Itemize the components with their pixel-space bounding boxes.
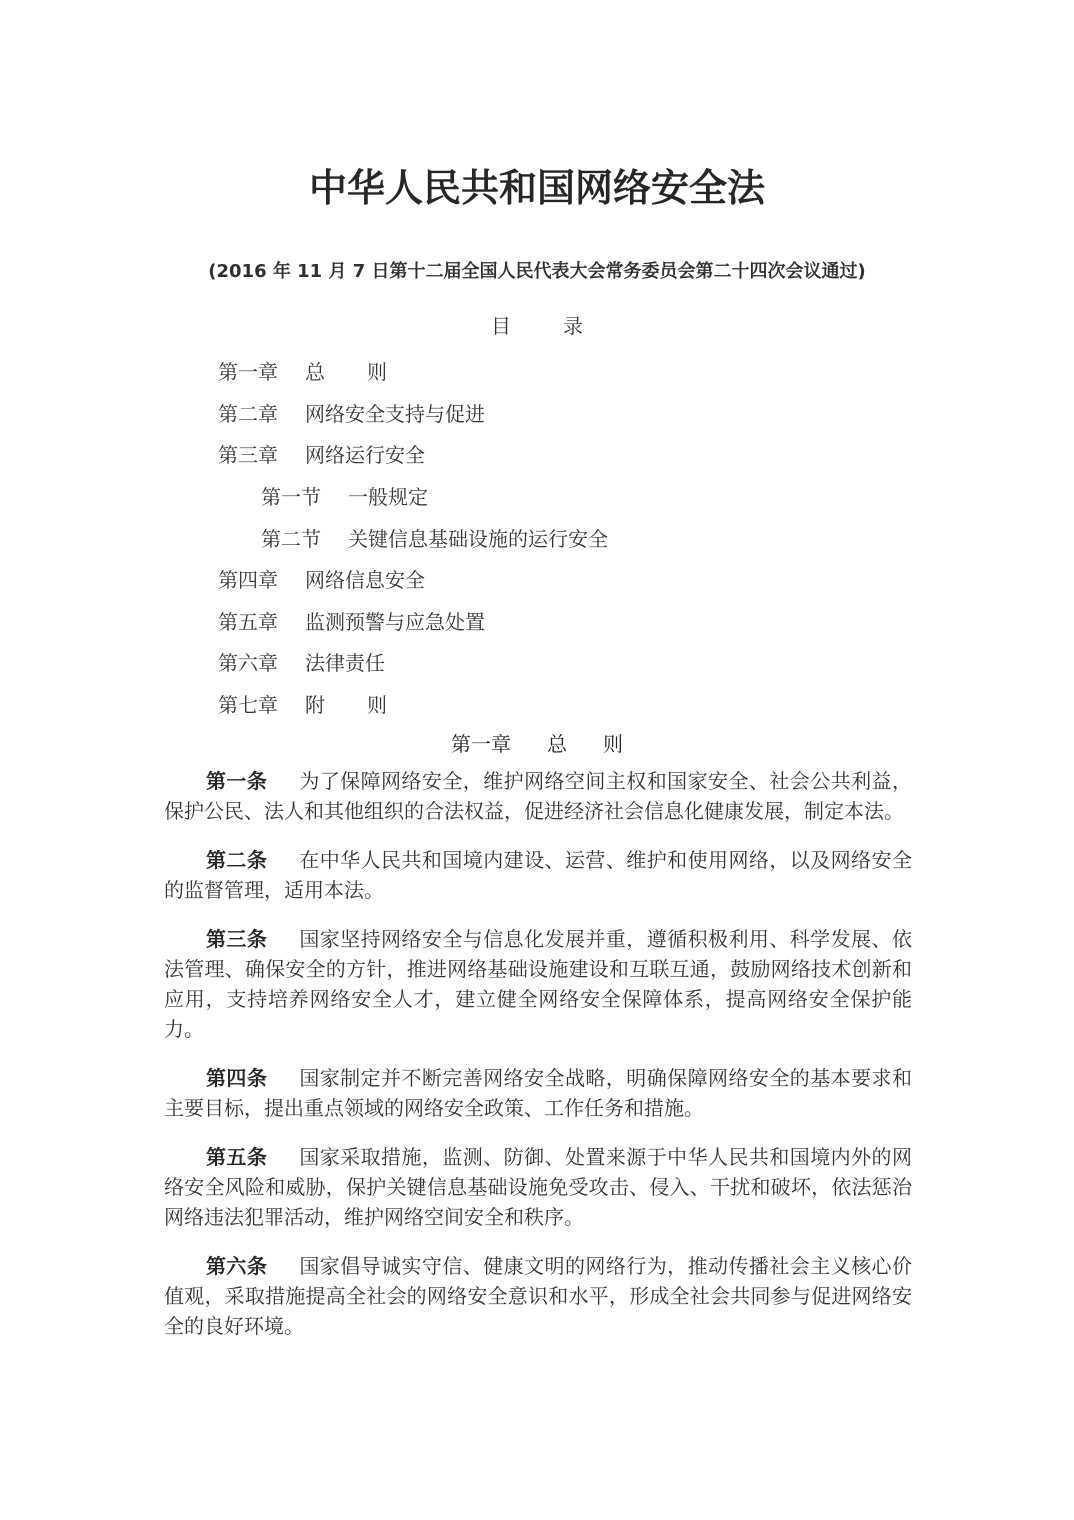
toc-item-number: 第二章: [218, 401, 278, 426]
article-text: 国家采取措施，监测、防御、处置来源于中华人民共和国境内外的网络安全风险和威胁，保护关键信息基础设施免受攻击、侵入、干扰和破坏，依法惩治网络违法犯罪活动，维护网络空间安全和秩序。: [164, 1145, 912, 1229]
article-text: 在中华人民共和国境内建设、运营、维护和使用网络，以及网络安全的监督管理，适用本法。: [164, 848, 912, 902]
article-number: 第一条: [206, 769, 268, 793]
toc-item-number: 第四章: [218, 568, 278, 593]
article: [164, 924, 912, 1044]
toc-item-name: 总则: [305, 360, 429, 385]
toc-item-name: 网络安全支持与促进: [305, 401, 485, 426]
toc-item: [218, 683, 918, 725]
toc-item-name: 监测预警与应急处置: [305, 609, 485, 634]
document-title: 中华人民共和国网络安全法: [308, 166, 765, 210]
toc-item-section: [218, 475, 918, 517]
article: [164, 1063, 912, 1123]
document-subtitle: (2016 年 11 月 7 日第十二届全国人民代表大会常务委员会第二十四次会议通过): [208, 261, 866, 282]
article-text: 为了保障网络安全，维护网络空间主权和国家安全、社会公共利益，保护公民、法人和其他组织的合法权益，促进经济社会信息化健康发展，制定本法。: [164, 769, 912, 823]
toc-heading-left: 目: [491, 314, 511, 338]
article-number: 第四条: [206, 1066, 268, 1090]
toc-item-name: 附则: [305, 693, 429, 718]
toc-item-number: 第一章: [218, 360, 278, 385]
toc-item-name: 一般规定: [348, 485, 428, 510]
toc-item-number: 第六章: [218, 651, 278, 676]
article-text: 国家制定并不断完善网络安全战略，明确保障网络安全的基本要求和主要目标，提出重点领域的网络安全政策、工作任务和措施。: [164, 1066, 912, 1120]
toc-item: [218, 392, 918, 434]
article: [164, 845, 912, 905]
article-number: 第三条: [206, 927, 268, 951]
toc-item-number: 第一节: [261, 485, 321, 510]
toc-item: [218, 433, 918, 475]
toc-item-number: 第五章: [218, 609, 278, 634]
toc-item-number: 第三章: [218, 443, 278, 468]
chapter-name: 总则: [547, 732, 659, 756]
chapter-number: 第一章: [451, 732, 511, 756]
toc-item-number: 第二节: [261, 526, 321, 551]
article: [164, 1251, 912, 1341]
article: [164, 1142, 912, 1232]
table-of-contents: [218, 350, 918, 724]
toc-item-name: 法律责任: [305, 651, 385, 676]
toc-item-number: 第七章: [218, 693, 278, 718]
article-text: 国家坚持网络安全与信息化发展并重，遵循积极利用、科学发展、依法管理、确保安全的方针，推进网络基础设施建设和互联互通，鼓励网络技术创新和应用，支持培养网络安全人才，建立健全网络安全保障体系，提高网络安全保护能力。: [164, 927, 912, 1041]
article-number: 第二条: [206, 848, 268, 872]
toc-heading: [0, 310, 1074, 342]
article-text: 国家倡导诚实守信、健康文明的网络行为，推动传播社会主义核心价值观，采取措施提高全社会的网络安全意识和水平，形成全社会共同参与促进网络安全的良好环境。: [164, 1254, 912, 1338]
toc-item: [218, 641, 918, 683]
chapter-heading: [0, 728, 1074, 760]
toc-item: [218, 350, 918, 392]
toc-heading-right: 录: [563, 314, 583, 338]
toc-item-name: 网络信息安全: [305, 568, 425, 593]
article-number: 第六条: [206, 1254, 268, 1278]
toc-item-name: 网络运行安全: [305, 443, 425, 468]
toc-item-name: 关键信息基础设施的运行安全: [348, 526, 608, 551]
article-number: 第五条: [206, 1145, 268, 1169]
article: [164, 766, 912, 826]
toc-item: [218, 558, 918, 600]
toc-item: [218, 600, 918, 642]
toc-item-section: [218, 516, 918, 558]
articles: [164, 766, 912, 1360]
